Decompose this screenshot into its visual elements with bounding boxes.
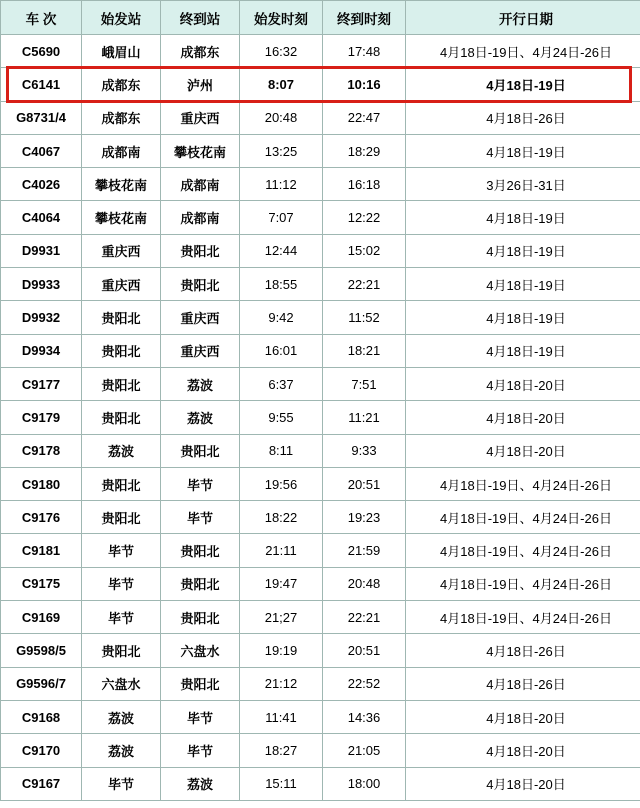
table-body xyxy=(1,35,640,801)
table-row xyxy=(1,767,640,800)
cell-origin-station: 成都东 xyxy=(82,68,161,101)
cell-destination-station: 攀枝花南 xyxy=(161,134,240,167)
cell-origin-station: 贵阳北 xyxy=(82,501,161,534)
header-train-number: 车 次 xyxy=(1,1,82,35)
cell-destination-station: 荔波 xyxy=(161,367,240,400)
table-row xyxy=(1,467,640,500)
cell-train-number: C9179 xyxy=(1,401,82,434)
cell-departure-time: 19:56 xyxy=(240,467,323,500)
cell-operating-dates: 4月18日-19日 xyxy=(406,268,640,301)
cell-train-number: D9932 xyxy=(1,301,82,334)
cell-origin-station: 攀枝花南 xyxy=(82,168,161,201)
cell-operating-dates: 4月18日-20日 xyxy=(406,367,640,400)
header-arrival-time: 终到时刻 xyxy=(323,1,406,35)
cell-train-number: C9176 xyxy=(1,501,82,534)
cell-origin-station: 毕节 xyxy=(82,601,161,634)
cell-arrival-time: 9:33 xyxy=(323,434,406,467)
table-row xyxy=(1,700,640,733)
cell-operating-dates: 4月18日-19日 xyxy=(406,301,640,334)
table-row xyxy=(1,567,640,600)
cell-destination-station: 重庆西 xyxy=(161,301,240,334)
table-row xyxy=(1,334,640,367)
cell-departure-time: 19:19 xyxy=(240,634,323,667)
cell-origin-station: 荔波 xyxy=(82,734,161,767)
cell-destination-station: 贵阳北 xyxy=(161,567,240,600)
cell-destination-station: 毕节 xyxy=(161,501,240,534)
cell-arrival-time: 16:18 xyxy=(323,168,406,201)
table-row xyxy=(1,201,640,234)
cell-operating-dates: 4月18日-19日、4月24日-26日 xyxy=(406,501,640,534)
cell-departure-time: 15:11 xyxy=(240,767,323,800)
cell-destination-station: 泸州 xyxy=(161,68,240,101)
cell-departure-time: 20:48 xyxy=(240,101,323,134)
cell-origin-station: 毕节 xyxy=(82,567,161,600)
cell-train-number: D9931 xyxy=(1,234,82,267)
header-destination-station: 终到站 xyxy=(161,1,240,35)
cell-operating-dates: 4月18日-26日 xyxy=(406,634,640,667)
cell-destination-station: 贵阳北 xyxy=(161,234,240,267)
cell-operating-dates: 4月18日-20日 xyxy=(406,767,640,800)
table-row xyxy=(1,534,640,567)
cell-arrival-time: 20:48 xyxy=(323,567,406,600)
cell-arrival-time: 15:02 xyxy=(323,234,406,267)
table-row xyxy=(1,168,640,201)
cell-origin-station: 贵阳北 xyxy=(82,301,161,334)
cell-operating-dates: 4月18日-19日 xyxy=(406,201,640,234)
cell-origin-station: 贵阳北 xyxy=(82,467,161,500)
cell-departure-time: 8:11 xyxy=(240,434,323,467)
cell-arrival-time: 11:52 xyxy=(323,301,406,334)
cell-origin-station: 六盘水 xyxy=(82,667,161,700)
cell-train-number: C4026 xyxy=(1,168,82,201)
cell-train-number: G9596/7 xyxy=(1,667,82,700)
cell-arrival-time: 18:21 xyxy=(323,334,406,367)
cell-arrival-time: 17:48 xyxy=(323,35,406,68)
cell-destination-station: 成都南 xyxy=(161,168,240,201)
cell-origin-station: 重庆西 xyxy=(82,234,161,267)
cell-train-number: C9168 xyxy=(1,700,82,733)
table-row xyxy=(1,667,640,700)
cell-departure-time: 11:12 xyxy=(240,168,323,201)
cell-operating-dates: 4月18日-19日、4月24日-26日 xyxy=(406,467,640,500)
cell-arrival-time: 18:00 xyxy=(323,767,406,800)
table-row xyxy=(1,367,640,400)
cell-operating-dates: 4月18日-19日 xyxy=(406,134,640,167)
cell-arrival-time: 22:21 xyxy=(323,268,406,301)
table-row xyxy=(1,501,640,534)
cell-origin-station: 重庆西 xyxy=(82,268,161,301)
cell-operating-dates: 4月18日-20日 xyxy=(406,734,640,767)
cell-departure-time: 12:44 xyxy=(240,234,323,267)
cell-arrival-time: 21:59 xyxy=(323,534,406,567)
cell-departure-time: 21:11 xyxy=(240,534,323,567)
cell-arrival-time: 20:51 xyxy=(323,634,406,667)
cell-departure-time: 6:37 xyxy=(240,367,323,400)
cell-destination-station: 重庆西 xyxy=(161,101,240,134)
cell-operating-dates: 4月18日-19日 xyxy=(406,234,640,267)
cell-departure-time: 18:55 xyxy=(240,268,323,301)
cell-origin-station: 贵阳北 xyxy=(82,367,161,400)
cell-departure-time: 18:27 xyxy=(240,734,323,767)
cell-arrival-time: 21:05 xyxy=(323,734,406,767)
cell-destination-station: 毕节 xyxy=(161,467,240,500)
cell-destination-station: 重庆西 xyxy=(161,334,240,367)
table-row xyxy=(1,134,640,167)
table-header xyxy=(1,1,640,35)
table-row xyxy=(1,434,640,467)
cell-destination-station: 贵阳北 xyxy=(161,268,240,301)
cell-train-number: C9178 xyxy=(1,434,82,467)
cell-train-number: D9933 xyxy=(1,268,82,301)
cell-train-number: C9170 xyxy=(1,734,82,767)
cell-operating-dates: 4月18日-19日、4月24日-26日 xyxy=(406,567,640,600)
cell-train-number: D9934 xyxy=(1,334,82,367)
table-row xyxy=(1,234,640,267)
header-row xyxy=(1,1,640,35)
cell-departure-time: 11:41 xyxy=(240,700,323,733)
cell-train-number: C9167 xyxy=(1,767,82,800)
cell-train-number: C9175 xyxy=(1,567,82,600)
cell-train-number: G9598/5 xyxy=(1,634,82,667)
cell-origin-station: 峨眉山 xyxy=(82,35,161,68)
cell-arrival-time: 20:51 xyxy=(323,467,406,500)
cell-departure-time: 8:07 xyxy=(240,68,323,101)
table-row xyxy=(1,268,640,301)
cell-train-number: C9180 xyxy=(1,467,82,500)
cell-operating-dates: 4月18日-19日、4月24日-26日 xyxy=(406,534,640,567)
cell-train-number: C4067 xyxy=(1,134,82,167)
cell-train-number: C4064 xyxy=(1,201,82,234)
cell-departure-time: 18:22 xyxy=(240,501,323,534)
cell-departure-time: 21;27 xyxy=(240,601,323,634)
cell-origin-station: 成都南 xyxy=(82,134,161,167)
cell-origin-station: 荔波 xyxy=(82,434,161,467)
header-origin-station: 始发站 xyxy=(82,1,161,35)
cell-operating-dates: 4月18日-20日 xyxy=(406,401,640,434)
cell-origin-station: 攀枝花南 xyxy=(82,201,161,234)
cell-train-number: C5690 xyxy=(1,35,82,68)
cell-departure-time: 9:42 xyxy=(240,301,323,334)
cell-departure-time: 19:47 xyxy=(240,567,323,600)
cell-arrival-time: 18:29 xyxy=(323,134,406,167)
cell-arrival-time: 10:16 xyxy=(323,68,406,101)
cell-operating-dates: 4月18日-26日 xyxy=(406,101,640,134)
cell-operating-dates: 4月18日-20日 xyxy=(406,700,640,733)
cell-origin-station: 贵阳北 xyxy=(82,334,161,367)
cell-destination-station: 毕节 xyxy=(161,734,240,767)
cell-arrival-time: 7:51 xyxy=(323,367,406,400)
cell-departure-time: 16:32 xyxy=(240,35,323,68)
cell-arrival-time: 22:47 xyxy=(323,101,406,134)
cell-operating-dates: 4月18日-19日 xyxy=(406,68,640,101)
cell-origin-station: 贵阳北 xyxy=(82,634,161,667)
table-row xyxy=(1,601,640,634)
cell-departure-time: 13:25 xyxy=(240,134,323,167)
cell-train-number: C9177 xyxy=(1,367,82,400)
cell-destination-station: 荔波 xyxy=(161,401,240,434)
cell-origin-station: 毕节 xyxy=(82,767,161,800)
cell-arrival-time: 22:21 xyxy=(323,601,406,634)
table-row xyxy=(1,634,640,667)
cell-destination-station: 成都东 xyxy=(161,35,240,68)
cell-operating-dates: 3月26日-31日 xyxy=(406,168,640,201)
header-departure-time: 始发时刻 xyxy=(240,1,323,35)
cell-origin-station: 贵阳北 xyxy=(82,401,161,434)
cell-train-number: G8731/4 xyxy=(1,101,82,134)
cell-train-number: C6141 xyxy=(1,68,82,101)
table-row xyxy=(1,101,640,134)
table-row xyxy=(1,401,640,434)
cell-train-number: C9181 xyxy=(1,534,82,567)
cell-destination-station: 贵阳北 xyxy=(161,434,240,467)
cell-arrival-time: 14:36 xyxy=(323,700,406,733)
cell-destination-station: 六盘水 xyxy=(161,634,240,667)
cell-destination-station: 毕节 xyxy=(161,700,240,733)
cell-destination-station: 荔波 xyxy=(161,767,240,800)
cell-destination-station: 贵阳北 xyxy=(161,534,240,567)
cell-origin-station: 成都东 xyxy=(82,101,161,134)
cell-departure-time: 9:55 xyxy=(240,401,323,434)
header-operating-dates: 开行日期 xyxy=(406,1,640,35)
cell-departure-time: 16:01 xyxy=(240,334,323,367)
cell-origin-station: 毕节 xyxy=(82,534,161,567)
table-row xyxy=(1,301,640,334)
cell-arrival-time: 22:52 xyxy=(323,667,406,700)
cell-operating-dates: 4月18日-20日 xyxy=(406,434,640,467)
table-row xyxy=(1,68,640,101)
table-row xyxy=(1,734,640,767)
cell-arrival-time: 19:23 xyxy=(323,501,406,534)
cell-operating-dates: 4月18日-19日、4月24日-26日 xyxy=(406,35,640,68)
cell-arrival-time: 12:22 xyxy=(323,201,406,234)
cell-destination-station: 成都南 xyxy=(161,201,240,234)
cell-operating-dates: 4月18日-19日 xyxy=(406,334,640,367)
cell-destination-station: 贵阳北 xyxy=(161,601,240,634)
cell-departure-time: 7:07 xyxy=(240,201,323,234)
table-row xyxy=(1,35,640,68)
cell-operating-dates: 4月18日-19日、4月24日-26日 xyxy=(406,601,640,634)
cell-train-number: C9169 xyxy=(1,601,82,634)
cell-destination-station: 贵阳北 xyxy=(161,667,240,700)
cell-arrival-time: 11:21 xyxy=(323,401,406,434)
cell-origin-station: 荔波 xyxy=(82,700,161,733)
cell-departure-time: 21:12 xyxy=(240,667,323,700)
cell-operating-dates: 4月18日-26日 xyxy=(406,667,640,700)
